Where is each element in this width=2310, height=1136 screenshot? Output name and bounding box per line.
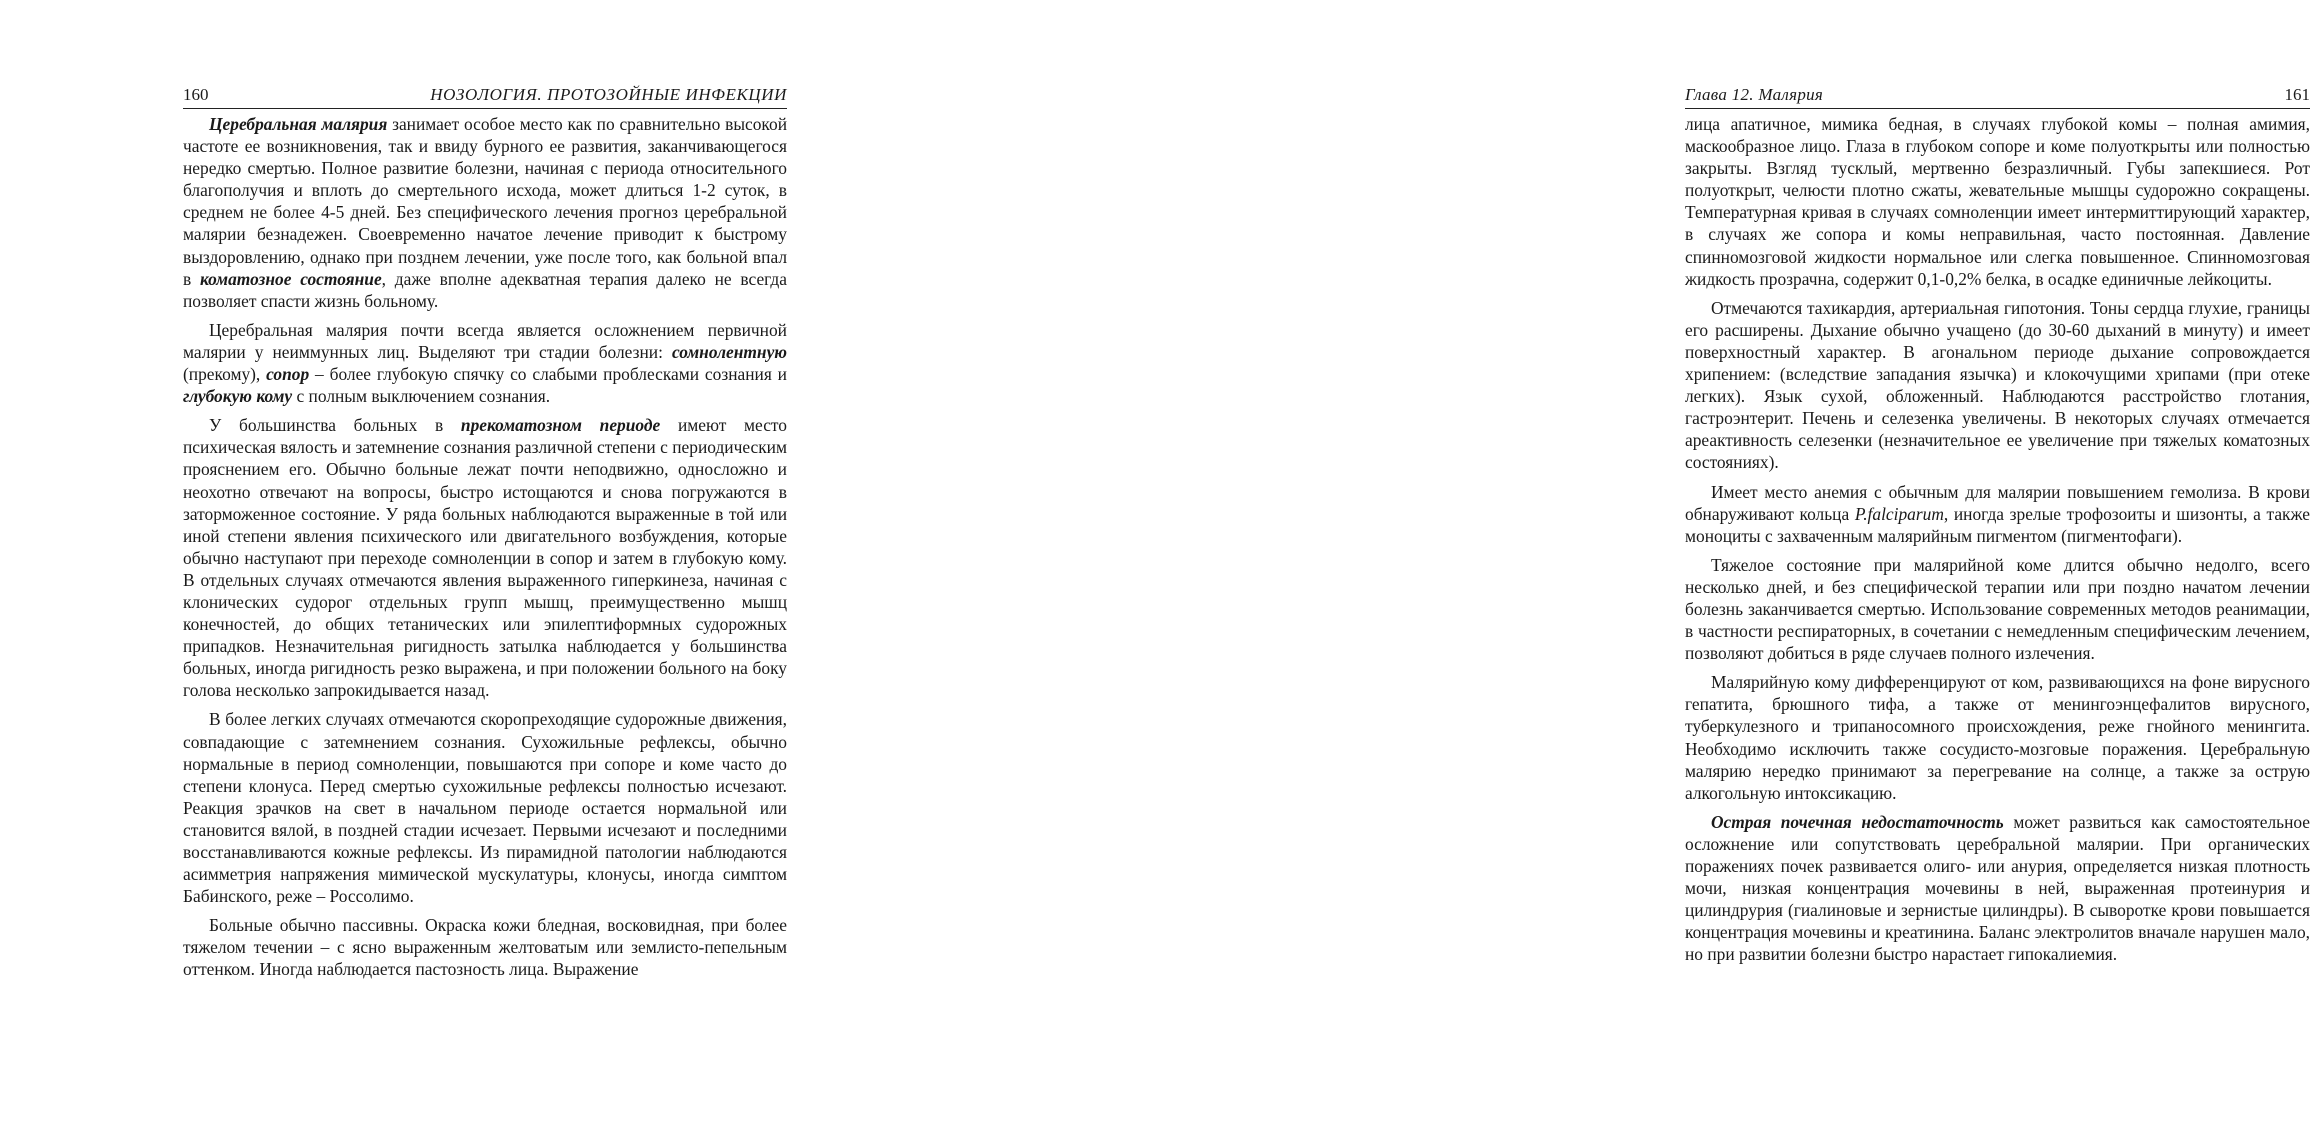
paragraph: У большинства больных в прекоматозном периоде имеют место психическая вялость и затемнение сознания различной степени с периодическим прояснением его. Обычно больные лежат почти неподвижно, односложно и неохотно отвечают на вопросы, быстро истощаются и снова погружаются в заторможенное состояние. У ряда больных наблюдаются выраженные в той или иной степени явления психического или двигательного возбуждения, которые обычно наступают при переходе сомноленции в сопор и затем в глубокую кому. В отдельных случаях отмечаются явления выраженного гиперкинеза, начиная с клонических судорог отдельных групп мышц, преимущественно мышц конечностей, до общих тетанических или эпилептиформных судорожных припадков. Незначительная ригидность затылка наблюдается у большинства больных, иногда ригидность резко выражена, и при положении больного на боку голова несколько запрокидывается назад. [183,415,787,701]
paragraph: Имеет место анемия с обычным для малярии повышением гемолиза. В крови обнаруживают кольца P.falciparum, иногда зрелые трофозоиты и шизонты, а также моноциты с захваченным малярийным пигментом (пигментофаги). [1685,481,2310,546]
right-page-body [1685,113,2310,972]
left-running-head: НОЗОЛОГИЯ. ПРОТОЗОЙНЫЕ ИНФЕКЦИИ [430,85,787,104]
paragraph: Отмечаются тахикардия, артериальная гипотония. Тоны сердца глухие, границы его расширены. Дыхание обычно учащено (до 30-60 дыханий в минуту) и имеет поверхностный характер. В агональном периоде дыхание сопровождается хрипением: (вследствие западания язычка) и клокочущими хрипами (при отеке легких). Язык сухой, обложенный. Наблюдаются расстройство глотания, гастроэнтерит. Печень и селезенка увеличены. В некоторых случаях отмечается ареактивность селезенки (незначительное ее увеличение при тяжелых коматозных состояниях). [1685,297,2310,473]
term: Церебральная малярия [209,114,388,134]
paragraph: Церебральная малярия занимает особое место как по сравнительно высокой частоте ее возникновения, так и ввиду бурного ее развития, заканчивающегося нередко смертью. Полное развитие болезни, начиная с периода относительного благополучия и вплоть до смертельного исхода, может длиться 1-2 суток, в среднем не более 4-5 дней. Без специфического лечения прогноз церебральной малярии безнадежен. Своевременно начатое лечение приводит к быстрому выздоровлению, однако при позднем лечении, уже после того, как больной впал в коматозное состояние, даже вполне адекватная терапия далеко не всегда позволяет спасти жизнь больному. [183,114,787,311]
term: коматозное состояние [200,268,382,289]
right-page-header [1685,82,2310,109]
paragraph: Малярийную кому дифференцируют от ком, развивающихся на фоне вирусного гепатита, брюшного тифа, а также от менингоэнцефалитов вирусного, туберкулезного и трипаносомного происхождения, реже гнойного менингита. Необходимо исключить также сосудисто-мозговые поражения. Церебральную малярию нередко принимают за перегревание на солнце, а также за острую алкогольную интоксикацию. [1685,672,2310,803]
right-page-number: 161 [2284,85,2310,104]
left-page-number: 160 [183,85,209,104]
paragraph: лица апатичное, мимика бедная, в случаях глубокой комы – полная амимия, маскообразное лицо. Глаза в глубоком сопоре и коме полуоткрыты или полностью закрыты. Взгляд тусклый, мертвенно безразличный. Губы запекшиеся. Рот полуоткрыт, челюсти плотно сжаты, жевательные мышцы судорожно сокращены. Температурная кривая в случаях сомноленции имеет интермиттирующий характер, в случаях же сопора и комы неправильная, часто постоянная. Давление спинномозговой жидкости нормальное или слегка повышенное. Спинномозговая жидкость прозрачна, содержит 0,1-0,2% белка, в осадке единичные лейкоциты. [1685,114,2310,289]
paragraph: Церебральная малярия почти всегда является осложнением первичной малярии у неиммунных лиц. Выделяют три стадии болезни: сомнолентную (прекому), сопор – более глубокую спячку со слабыми проблесками сознания и глубокую кому с полным выключением сознания. [183,319,787,407]
left-page-header [183,82,787,109]
right-running-head: Глава 12. Малярия [1685,85,1824,104]
term: глубокую кому [183,386,293,407]
species-name: P.falciparum [1854,503,1944,524]
left-page-body [183,113,787,988]
term: Острая почечная недостаточность [1711,811,2004,832]
paragraph: Острая почечная недостаточность может развиться как самостоятельное осложнение или сопутствовать церебральной малярии. При органических поражениях почек развивается олиго- или анурия, определяется низкая плотность мочи, низкая концентрация мочевины в ней, выраженная протеинурия и цилиндрурия (гиалиновые и зернистые цилиндры). В сыворотке крови повышается концентрация мочевины и креатинина. Баланс электролитов вначале нарушен мало, но при развитии болезни быстро нарастает гипокалиемия. [1685,811,2310,965]
term: сомнолентную [671,341,787,362]
term: прекоматозном периоде [460,415,661,436]
paragraph: Тяжелое состояние при малярийной коме длится обычно недолго, всего несколько дней, и без специфической терапии или при поздно начатом лечении болезнь заканчивается смертью. Использование современных методов реанимации, в частности респираторных, в сочетании с немедленным специфическим лечением, позволяют добиться в ряде случаев полного излечения. [1685,554,2310,664]
term: сопор [266,364,310,385]
paragraph: В более легких случаях отмечаются скоропреходящие судорожные движения, совпадающие с затемнением сознания. Сухожильные рефлексы, обычно нормальные в период сомноленции, повышаются при сопоре и коме часто до степени клонуса. Перед смертью сухожильные рефлексы полностью исчезают. Реакция зрачков на свет в начальном периоде остается нормальной или становится вялой, в поздней стадии исчезает. Первыми исчезают и последними восстанавливаются кожные рефлексы. Из пирамидной патологии наблюдаются асимметрия напряжения мимической мускулатуры, клонусы, иногда симптом Бабинского, реже – Россолимо. [183,709,787,907]
right-page [800,0,2310,1136]
paragraph: Больные обычно пассивны. Окраска кожи бледная, восковидная, при более тяжелом течении – с ясно выраженным желтоватым или землисто-пепельным оттенком. Иногда наблюдается пастозность лица. Выражение [183,915,787,980]
left-page [0,0,800,1136]
